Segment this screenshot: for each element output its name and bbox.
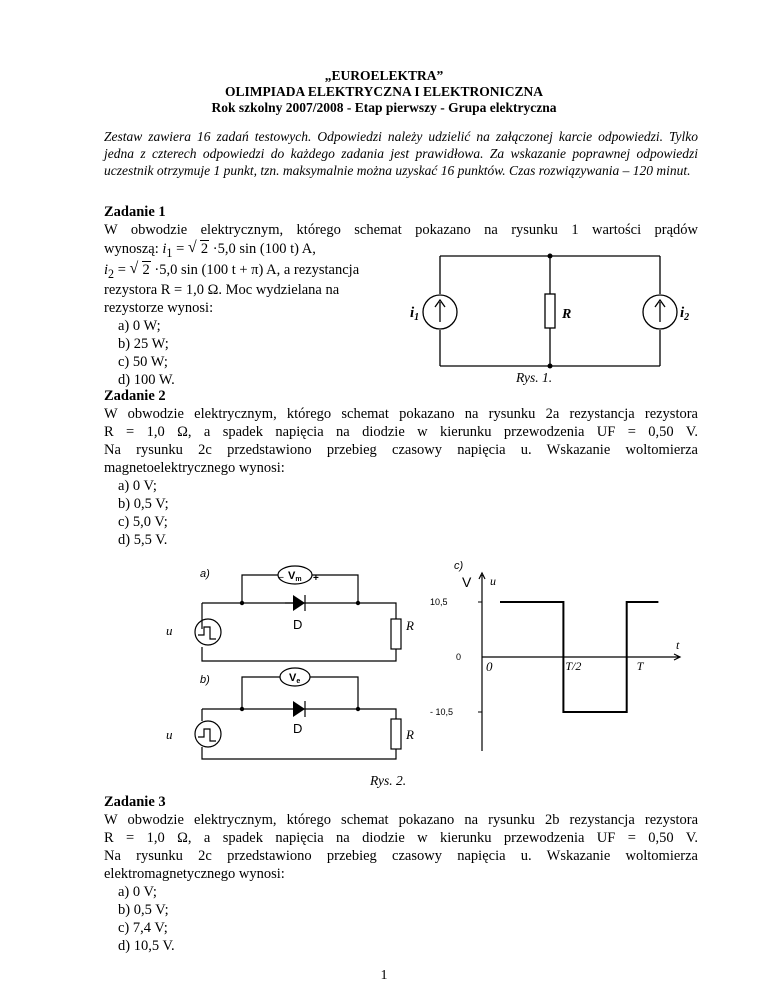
x-tick-zero: 0	[486, 659, 493, 674]
resistor-R	[545, 294, 555, 328]
b-source-label: u	[166, 727, 173, 742]
figure1-circuit	[400, 248, 700, 383]
task3-option-b: b) 0,5 V;	[118, 902, 169, 918]
task3-line2: R = 1,0 Ω, a spadek napięcia na diodzie w kierunku przewodzenia UF = 0,50 V.	[104, 830, 698, 846]
label-c: c)	[454, 560, 464, 572]
header-olympiad-name: OLIMPIADA ELEKTRYCZNA I ELEKTRONICZNA	[225, 84, 543, 99]
graph-y-label: u	[490, 574, 496, 588]
b-resistor-label: R	[406, 727, 414, 742]
sqrt-number-2: 2	[142, 262, 150, 278]
task1-line2	[104, 241, 316, 261]
b-source-wave	[198, 729, 216, 741]
label-i2: $i_2$	[680, 305, 690, 323]
task1-option-b: b) 25 W;	[118, 336, 169, 352]
task1-option-a: a) 0 W;	[118, 318, 161, 334]
task3-option-c: c) 7,4 V;	[118, 920, 168, 936]
task2-option-c: c) 5,0 V;	[118, 514, 168, 530]
node-top	[548, 254, 553, 259]
b-diode-triangle	[293, 701, 305, 717]
page-number: 1	[380, 968, 388, 983]
graph-ticks	[478, 602, 482, 712]
x-tick-period: T	[636, 659, 644, 673]
task3-option-a: a) 0 V;	[118, 884, 157, 900]
task3-option-d: d) 10,5 V.	[118, 938, 175, 954]
arrow-i1	[435, 300, 445, 322]
arrow-i2	[655, 300, 665, 322]
a-wire-top	[202, 603, 396, 661]
task2-title: Zadanie 2	[104, 388, 166, 404]
graph-y-axis	[479, 573, 485, 751]
graph-x-label: t	[676, 638, 680, 652]
label-b: b)	[200, 674, 210, 686]
task1-line4: rezystora R = 1,0 Ω. Moc wydzielana na	[104, 282, 340, 298]
header-contest-name: „EUROELEKTRA”	[324, 68, 444, 83]
b-node-right	[356, 707, 360, 711]
tick-label-zero: 0	[456, 652, 462, 662]
task3-title: Zadanie 3	[104, 794, 166, 810]
figure2c-waveform	[420, 555, 700, 755]
task2-line2: R = 1,0 Ω, a spadek napięcia na diodzie w kierunku przewodzenia UF = 0,50 V.	[104, 424, 698, 440]
task1-line2-eq: =	[172, 241, 188, 257]
graph-unit: V	[462, 574, 472, 590]
intro-paragraph: Zestaw zawiera 16 zadań testowych. Odpowiedzi należy udzielić na załączonej karcie odpowiedzi. Tylko jedna z czterech odpowiedzi do każdego zadania jest prawidłowa. Za wskazanie poprawnej odpowiedzi uczestnik otrzymuje 1 punkt, tzn. maksymalnie można uzyskać 16 punktów. Czas rozwiązywania – 120 minut.	[104, 129, 698, 178]
header-school-year: Rok szkolny 2007/2008 - Etap pierwszy - Grupa elektryczna	[211, 100, 557, 115]
b-voltmeter-label: Ve	[289, 672, 301, 685]
b-resistor	[391, 719, 401, 749]
task1-line1: W obwodzie elektrycznym, którego schemat pokazano na rysunku 1 wartości prądów	[104, 222, 698, 238]
task1-i2-var: i	[104, 262, 109, 278]
a-node-left	[240, 601, 244, 605]
figure2-circuits	[160, 555, 420, 760]
b-diode-label: D	[293, 721, 303, 736]
task2-line4: magnetoelektrycznego wynosi:	[104, 460, 285, 476]
task1-line3-eq: =	[114, 262, 130, 278]
a-source-wave	[198, 627, 216, 639]
a-node-right	[356, 601, 360, 605]
task3-line4: elektromagnetycznego wynosi:	[104, 866, 285, 882]
b-node-left	[240, 707, 244, 711]
figure1-caption: Rys. 1.	[516, 370, 553, 385]
a-voltmeter-label: Vm	[288, 570, 302, 583]
a-resistor-label: R	[406, 618, 414, 633]
label-R: R	[562, 307, 572, 322]
task1-i1-sub: 1	[166, 245, 173, 260]
task1-line5: rezystorze wynosi:	[104, 300, 214, 316]
task3-line1: W obwodzie elektrycznym, którego schemat pokazano na rysunku 2b rezystancja rezystora	[104, 812, 698, 828]
task1-i1-var: i	[162, 241, 167, 257]
task3-line3: Na rysunku 2c przedstawiono przebieg czasowy napięcia u. Wskazanie woltomierza	[104, 848, 698, 864]
a-source-label: u	[166, 623, 173, 638]
task1-title: Zadanie 1	[104, 204, 166, 220]
b-voltage-source	[195, 721, 221, 747]
tick-label-top: 10,5	[430, 597, 448, 607]
node-bottom	[548, 364, 553, 369]
a-diode-triangle	[293, 595, 305, 611]
label-i1: $i_1$	[410, 305, 420, 323]
sqrt-number: 2	[200, 241, 209, 257]
tick-label-bottom: - 10,5	[430, 707, 454, 717]
task2-line1: W obwodzie elektrycznym, którego schemat pokazano na rysunku 2a rezystancja rezystora	[104, 406, 698, 422]
task2-option-d: d) 5,5 V.	[118, 532, 168, 548]
figure2-caption: Rys. 2.	[370, 773, 407, 788]
task1-i2-sub: 2	[108, 266, 115, 281]
x-tick-half-period: T/2	[565, 659, 582, 673]
task1-line3	[104, 262, 359, 282]
task1-option-d: d) 100 W.	[118, 372, 175, 388]
a-minus: –	[278, 572, 284, 583]
task1-line3-rest: ·5,0 sin (100 t + π) A, a rezystancja	[150, 262, 360, 278]
a-diode-label: D	[293, 617, 303, 632]
a-resistor	[391, 619, 401, 649]
task2-option-a: a) 0 V;	[118, 478, 157, 494]
task2-line3: Na rysunku 2c przedstawiono przebieg czasowy napięcia u. Wskazanie woltomierza	[104, 442, 698, 458]
task1-option-c: c) 50 W;	[118, 354, 168, 370]
a-voltage-source	[195, 619, 221, 645]
sqrt-symbol-2	[130, 262, 151, 279]
label-a: a)	[200, 568, 210, 580]
task2-option-b: b) 0,5 V;	[118, 496, 169, 512]
a-plus: +	[313, 573, 319, 584]
task1-line2-prefix: wynoszą:	[104, 241, 163, 257]
task1-line2-rest: ·5,0 sin (100 t) A,	[209, 241, 316, 257]
sqrt-symbol	[188, 241, 209, 258]
